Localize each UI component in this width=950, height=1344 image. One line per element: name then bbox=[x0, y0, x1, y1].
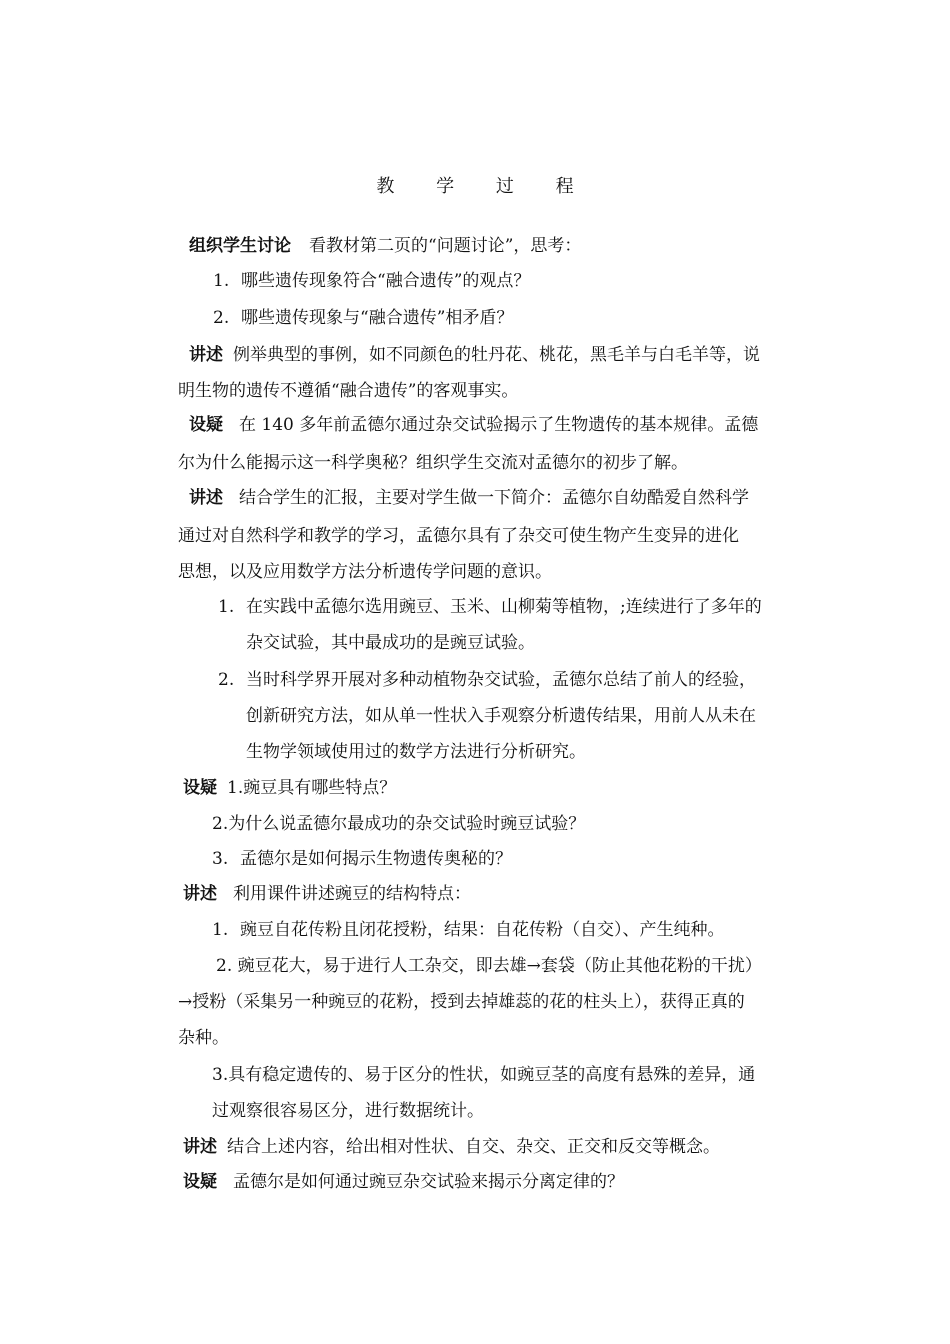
feature-item-2-cont: 杂种。 bbox=[178, 1028, 229, 1048]
section-head: 讲述 bbox=[183, 1137, 217, 1157]
paragraph-explain-4: 讲述 结合上述内容，给出相对性状、自交、杂交、正交和反交等概念。 bbox=[183, 1137, 720, 1157]
paragraph-explain-2-cont: 思想，以及应用数学方法分析遗传学问题的意识。 bbox=[178, 562, 552, 582]
paragraph-explain-2-cont: 通过对自然科学和教学的学习，孟德尔具有了杂交可使生物产生变异的进化 bbox=[178, 526, 739, 546]
page-title: 教 学 过 程 bbox=[376, 176, 592, 197]
feature-item-1: 1. 豌豆自花传粉且闭花授粉，结果：自花传粉（自交）、产生纯种。 bbox=[212, 920, 725, 940]
paragraph-question-1: 设疑 在 140 多年前孟德尔通过杂交试验揭示了生物遗传的基本规律。孟德 bbox=[189, 415, 759, 435]
paragraph-explain-1-cont: 明生物的遗传不遵循“融合遗传”的客观事实。 bbox=[178, 381, 519, 401]
paragraph-explain-3: 讲述 利用课件讲述豌豆的结构特点： bbox=[183, 884, 471, 904]
paragraph-question-1-cont: 尔为什么能揭示这一科学奥秘？组织学生交流对孟德尔的初步了解。 bbox=[178, 453, 688, 473]
question-item: 3. 孟德尔是如何揭示生物遗传奥秘的？ bbox=[212, 849, 512, 869]
paragraph-explain-1: 讲述 例举典型的事例，如不同颜色的牡丹花、桃花，黑毛羊与白毛羊等，说 bbox=[189, 345, 760, 365]
feature-item-2-cont: →授粉（采集另一种豌豆的花粉，授到去掉雄蕊的花的柱头上），获得正真的 bbox=[178, 992, 745, 1012]
section-head: 组织学生讨论 bbox=[189, 236, 291, 256]
list-item-2-cont: 生物学领域使用过的数学方法进行分析研究。 bbox=[246, 742, 586, 762]
section-head: 设疑 bbox=[189, 415, 223, 435]
section-head: 讲述 bbox=[189, 488, 223, 508]
list-item-2: 2. 当时科学界开展对多种动植物杂交试验，孟德尔总结了前人的经验， bbox=[218, 670, 756, 690]
feature-item-2: 2. 豌豆花大，易于进行人工杂交，即去雄→套袋（防止其他花粉的干扰） bbox=[216, 956, 762, 976]
list-item-2-cont: 创新研究方法，如从单一性状入手观察分析遗传结果，用前人从未在 bbox=[246, 706, 756, 726]
list-item-1: 1. 在实践中孟德尔选用豌豆、玉米、山柳菊等植物，;连续进行了多年的 bbox=[218, 597, 762, 617]
paragraph-question-2: 设疑 1.豌豆具有哪些特点？ bbox=[183, 778, 397, 798]
question-2: 2. 哪些遗传现象与“融合遗传”相矛盾？ bbox=[213, 308, 514, 328]
feature-item-3-cont: 过观察很容易区分，进行数据统计。 bbox=[212, 1101, 484, 1121]
section-head: 讲述 bbox=[183, 884, 217, 904]
paragraph-explain-2: 讲述 结合学生的汇报，主要对学生做一下简介：孟德尔自幼酷爱自然科学 bbox=[189, 488, 749, 508]
list-item-1-cont: 杂交试验，其中最成功的是豌豆试验。 bbox=[246, 633, 535, 653]
section-head: 讲述 bbox=[189, 345, 223, 365]
question-item: 2.为什么说孟德尔最成功的杂交试验时豌豆试验？ bbox=[212, 814, 586, 834]
feature-item-3: 3.具有稳定遗传的、易于区分的性状，如豌豆茎的高度有悬殊的差异，通 bbox=[212, 1065, 756, 1085]
paragraph-discussion: 组织学生讨论 看教材第二页的“问题讨论”，思考： bbox=[189, 236, 582, 256]
section-head: 设疑 bbox=[183, 1172, 217, 1192]
section-head: 设疑 bbox=[183, 778, 217, 798]
paragraph-question-3: 设疑 孟德尔是如何通过豌豆杂交试验来揭示分离定律的？ bbox=[183, 1172, 624, 1192]
question-1: 1. 哪些遗传现象符合“融合遗传”的观点？ bbox=[213, 271, 531, 291]
